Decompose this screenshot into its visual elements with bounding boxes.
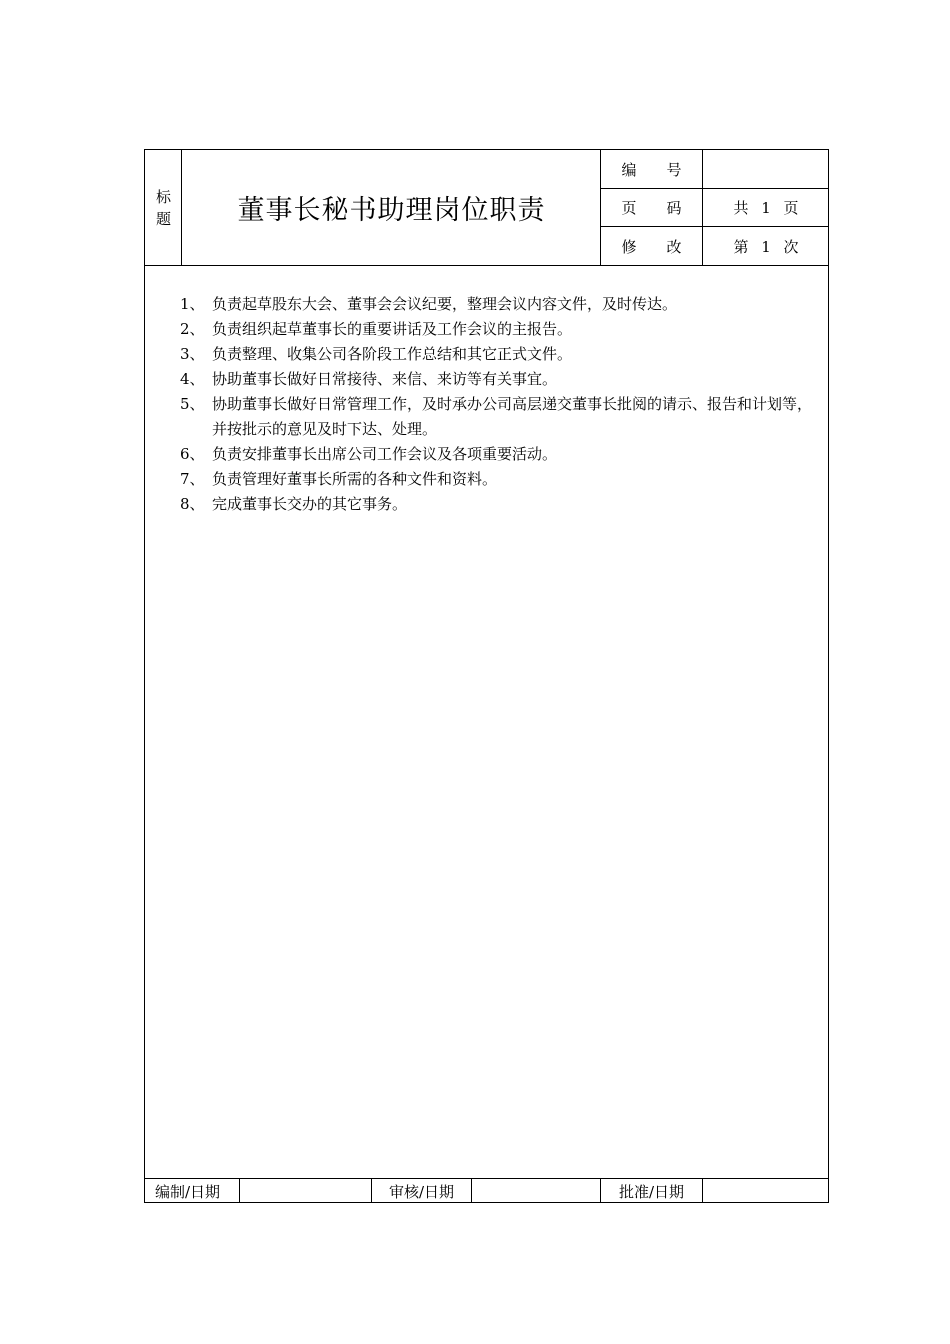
revision-value: 第 1 次 — [733, 237, 799, 256]
list-item: 1、 负责起草股东大会、董事会会议纪要，整理会议内容文件，及时传达。 — [180, 295, 678, 313]
list-item: 2、 负责组织起草董事长的重要讲话及工作会议的主报告。 — [180, 320, 573, 338]
serial-number-label: 编 号 — [621, 160, 682, 179]
document-form — [144, 149, 829, 1203]
duties-list — [180, 292, 820, 517]
list-item: 8、 完成董事长交办的其它事务。 — [180, 495, 408, 513]
document-title: 董事长秘书助理岗位职责 — [237, 195, 546, 226]
revision-label: 修 改 — [621, 237, 682, 256]
list-item: 3、 负责整理、收集公司各阶段工作总结和其它正式文件。 — [180, 345, 573, 363]
prepared-by-label: 编制/日期 — [155, 1182, 221, 1201]
approved-by-label: 批准/日期 — [618, 1182, 685, 1201]
divider — [145, 265, 829, 266]
reviewed-by-label: 审核/日期 — [388, 1182, 455, 1201]
prepared-by-field[interactable] — [240, 1179, 371, 1203]
reviewed-by-field[interactable] — [472, 1179, 600, 1203]
page-count-value: 共 1 页 — [733, 199, 799, 217]
list-item: 4、 协助董事长做好日常接待、来信、来访等有关事宜。 — [180, 370, 558, 388]
serial-number-value — [703, 150, 829, 188]
page-count-label: 页 码 — [621, 199, 682, 217]
title-side-label — [145, 150, 182, 265]
list-item: 6、 负责安排董事长出席公司工作会议及各项重要活动。 — [180, 445, 558, 463]
side-label-char: 标 — [155, 187, 171, 206]
side-label-char: 题 — [155, 209, 171, 228]
approved-by-field[interactable] — [703, 1179, 829, 1203]
list-item: 7、 负责管理好董事长所需的各种文件和资料。 — [180, 470, 498, 488]
list-item: 5、 协助董事长做好日常管理工作，及时承办公司高层递交董事长批阅的请示、报告和计划等，并按批示的意见及时下达、处理。 — [180, 395, 813, 438]
